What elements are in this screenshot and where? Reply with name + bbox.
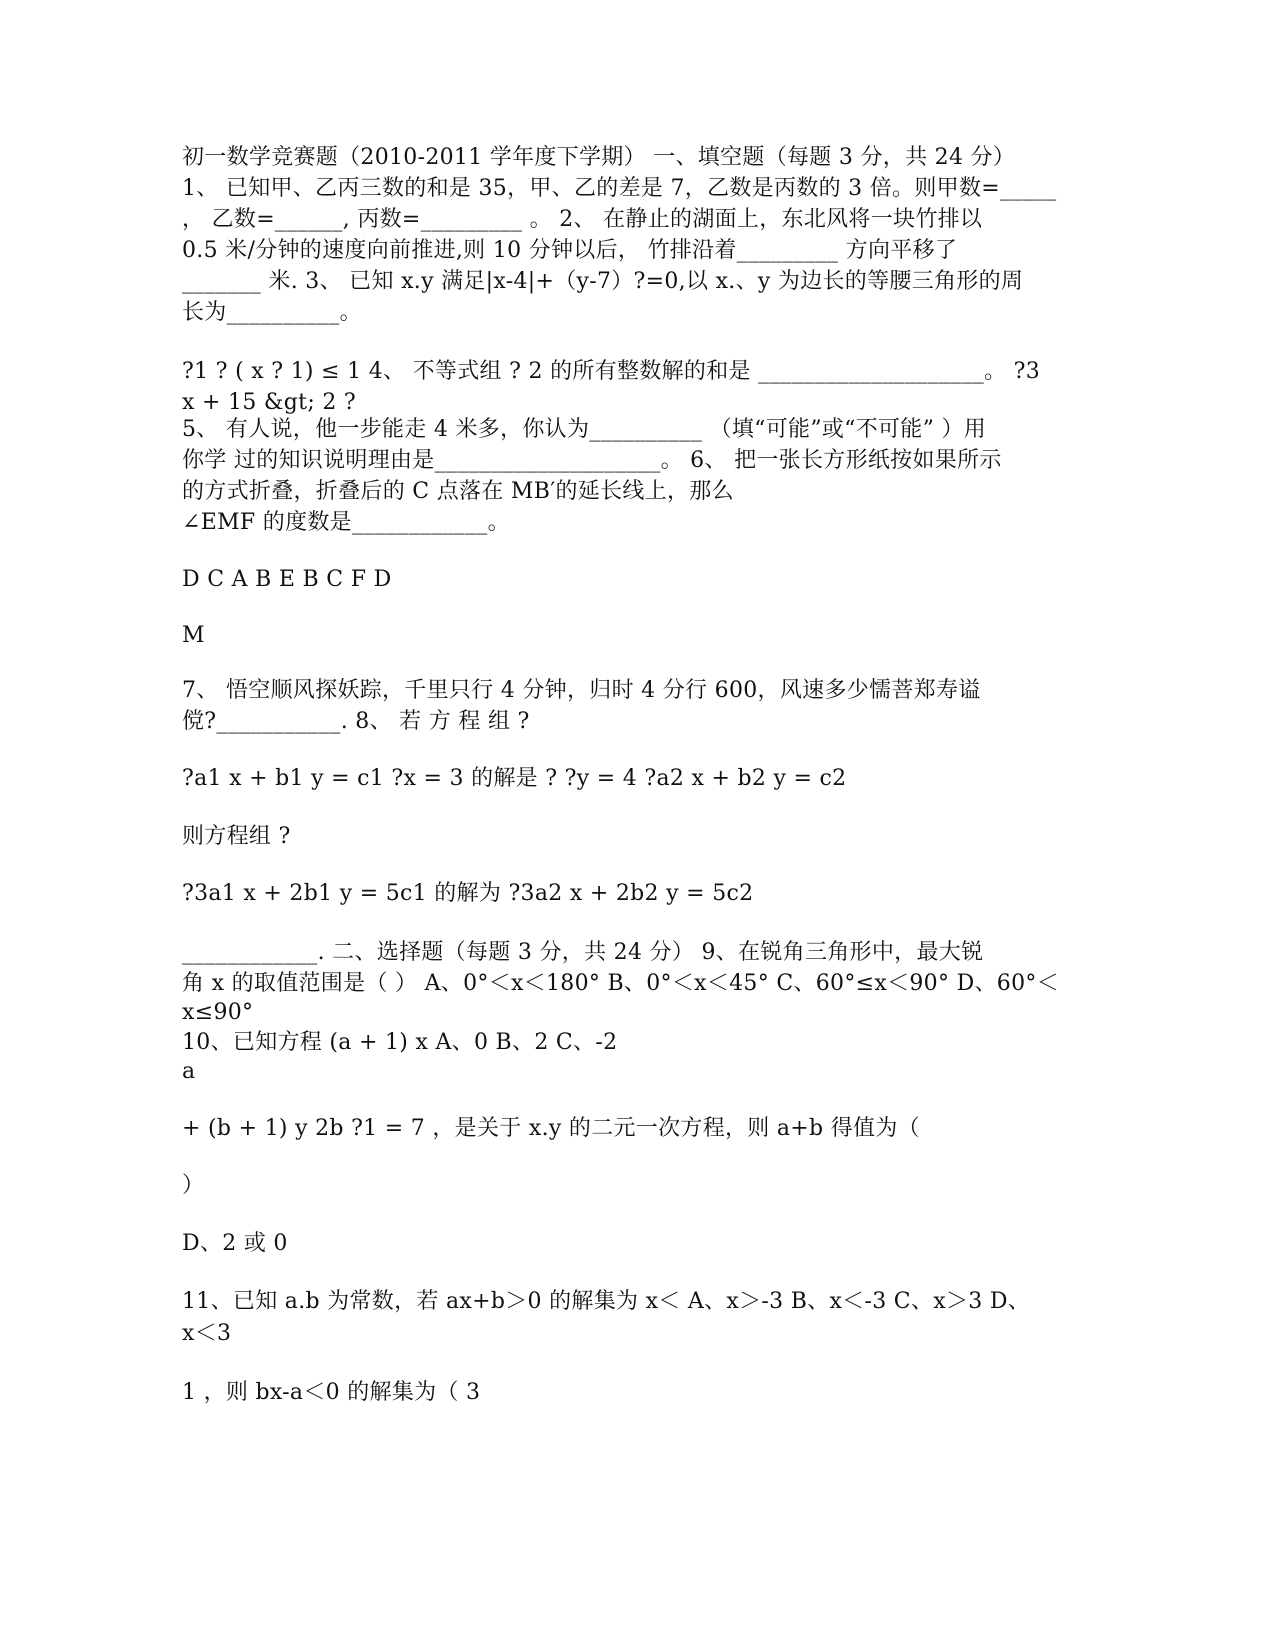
text-line: 1 ，则 bx-a＜0 的解集为（ 3: [182, 1380, 481, 1405]
text-line: 则方程组 ?: [182, 824, 291, 849]
figure-label-line: D C A B E B C F D: [182, 567, 392, 592]
text-line: 5、 有人说，他一步能走 4 米多，你认为__________ （填“可能”或“不可能” ）用: [182, 417, 987, 442]
figure-label-line: M: [182, 623, 205, 648]
text-line: ）: [182, 1173, 205, 1198]
text-line: ____________. 二、选择题（每题 3 分，共 24 分） 9、在锐角三角形中，最大锐: [182, 940, 984, 965]
text-line: ?1 ? ( x ? 1) ≤ 1 4、 不等式组 ? 2 的所有整数解的和是 ____________________。 ?3: [182, 359, 1041, 384]
text-line: 初一数学竞赛题（2010-2011 学年度下学期） 一、填空题（每题 3 分，共 24 分）: [182, 145, 1016, 170]
text-line: 的方式折叠，折叠后的 C 点落在 MB′的延长线上，那么: [182, 479, 734, 504]
text-line: ∠EMF 的度数是____________。: [182, 510, 510, 535]
text-line: D、2 或 0: [182, 1231, 288, 1256]
text-line: 你学 过的知识说明理由是____________________。 6、 把一张长方形纸按如果所示: [182, 448, 1002, 473]
text-line: 1、 已知甲、乙丙三数的和是 35，甲、乙的差是 7，乙数是丙数的 3 倍。则甲数=_____: [182, 176, 1057, 201]
text-line: 傥?___________. 8、 若 方 程 组 ?: [182, 709, 530, 734]
text-line: + (b + 1) y 2b ?1 = 7 ，是关于 x.y 的二元一次方程，则 a+b 得值为（: [182, 1116, 920, 1141]
text-line: x＜3: [182, 1321, 232, 1346]
text-line: x≤90°: [182, 1000, 254, 1025]
text-line: ， 乙数=______, 丙数=_________ 。 2、 在静止的湖面上，东北风将一块竹排以: [182, 207, 983, 232]
text-line: _______ 米. 3、 已知 x.y 满足|x-4|+（y-7）?=0,以 x.、y 为边长的等腰三角形的周: [182, 269, 1024, 294]
text-line: 0.5 米/分钟的速度向前推进,则 10 分钟以后， 竹排沿着_________ 方向平移了: [182, 238, 958, 263]
equation-line: ?3a1 x + 2b1 y = 5c1 的解为 ?3a2 x + 2b2 y = 5c2: [182, 881, 754, 906]
text-line: 11、已知 a.b 为常数，若 ax+b＞0 的解集为 x＜ A、x＞-3 B、x＜-3 C、x＞3 D、: [182, 1289, 1031, 1314]
text-line: a: [182, 1059, 196, 1084]
text-line: 7、 悟空顺风探妖踪，千里只行 4 分钟，归时 4 分行 600，风速多少懦菩郑寿谥: [182, 678, 981, 703]
text-line: 长为__________。: [182, 300, 362, 325]
text-line: 10、已知方程 (a + 1) x A、0 B、2 C、-2: [182, 1030, 618, 1055]
text-line: 角 x 的取值范围是（ ） A、0°＜x＜180° B、0°＜x＜45° C、60°≤x＜90° D、60°＜: [182, 971, 1060, 996]
equation-line: ?a1 x + b1 y = c1 ?x = 3 的解是 ? ?y = 4 ?a2 x + b2 y = c2: [182, 766, 847, 791]
text-line: x + 15 &gt; 2 ?: [182, 390, 357, 415]
